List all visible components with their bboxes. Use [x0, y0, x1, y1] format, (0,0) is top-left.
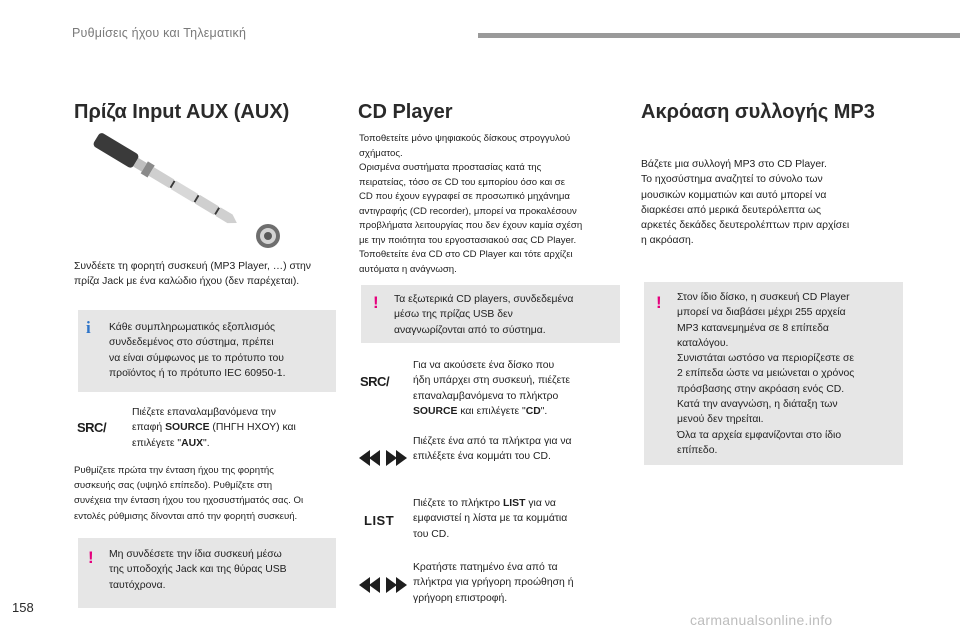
aux-info-line: να είναι σύμφωνος με το πρότυπο του — [109, 352, 284, 364]
aux-intro-line: Συνδέετε τη φορητή συσκευή (MP3 Player, …) στην — [74, 261, 311, 272]
mp3-title: Ακρόαση συλλογής MP3 — [641, 101, 875, 123]
aux-adjust-line: συνέχεια την ένταση ήχου του ηχοσυστήματός σας. Οι — [74, 495, 304, 507]
cd-intro-line: Τοποθετείτε μόνο ψηφιακούς δίσκους στρογγυλού — [359, 133, 571, 144]
list-button-icon: LIST — [364, 513, 395, 528]
mp3-warning-line: Στον ίδιο δίσκο, η συσκευή CD Player — [677, 292, 850, 303]
cd-intro-line: CD που έχουν εγγραφεί σε προσωπικό μηχάνημα — [359, 191, 570, 202]
cd-intro-line: αντιγραφής (CD recorder), μπορεί να προκαλέσουν — [359, 205, 577, 217]
mp3-warning-line: Όλα τα αρχεία εμφανίζονται στο ίδιο — [677, 429, 842, 441]
cd-intro-line: Τοποθετείτε ένα CD στο CD Player και τότε αρχίζει — [359, 249, 573, 260]
aux-src-text: επαφή — [132, 422, 166, 434]
section-header-title: Ρυθμίσεις ήχου και Τηλεματική — [72, 26, 247, 40]
mp3-warning-line: Κατά την αναγνώση, η διάταξη των — [677, 399, 838, 411]
aux-src-line: Πιέζετε επαναλαμβανόμενα την — [132, 407, 276, 418]
mp3-warning-line: πρόσβασης στην ακρόαση ενός CD. — [677, 383, 845, 395]
aux-info-line: προϊόντος ή το πρότυπο IEC 60950-1. — [109, 367, 286, 379]
src-button-icon: SRC/ — [77, 420, 107, 435]
cd-src-text: και επιλέγετε " — [457, 405, 526, 417]
page-number: 158 — [12, 600, 34, 615]
mp3-warning-line: 2 επίπεδα ώστε να μειώνεται ο χρόνος — [677, 368, 855, 380]
watermark: carmanualsonline.info — [690, 612, 833, 628]
cd-intro-line: προβλήματα λειτουργίας που δεν έχουν καμία σχέση — [359, 220, 583, 231]
info-icon: i — [86, 318, 91, 337]
cd-src-line: επαναλαμβανόμενα το πλήκτρο — [413, 390, 559, 402]
aux-warning-line: της υποδοχής Jack και της θύρας USB — [109, 564, 287, 576]
jack-plug-illustration — [72, 128, 288, 254]
cd-list-text: Πιέζετε το πλήκτρο — [413, 498, 503, 509]
mp3-warning-line: μπορεί να διαβάσει μέχρι 255 αρχεία — [677, 307, 846, 319]
aux-info-line: Κάθε συμπληρωματικός εξοπλισμός — [109, 322, 276, 333]
aux-src-source-key: SOURCE — [165, 422, 210, 434]
aux-info-line: συνδεδεμένος στο σύστημα, πρέπει — [109, 337, 274, 349]
warning-icon: ! — [373, 293, 379, 312]
cd-src-line: ήδη υπάρχει στη συσκευή, πιέζετε — [413, 375, 570, 387]
aux-src-text: (ΠΗΓΗ ΗΧΟΥ) και — [209, 422, 296, 434]
cd-warning-line: αναγνωρίζονται από το σύστημα. — [394, 324, 546, 336]
aux-src-aux-option: AUX — [181, 437, 204, 449]
cd-list-line: εμφανιστεί η λίστα με τα κομμάτια — [413, 513, 568, 525]
cd-intro-line: σχήματος. — [359, 147, 403, 159]
aux-warning-line: ταυτόχρονα. — [109, 579, 166, 591]
warning-icon: ! — [88, 548, 94, 567]
aux-intro-line: πρίζα Jack με ένα καλώδιο ήχου (δεν παρέχεται). — [74, 276, 300, 288]
cd-intro-line: αυτόματα η ανάγνωση. — [359, 263, 457, 275]
cd-src-text: ". — [540, 405, 548, 417]
aux-adjust-line: συσκευής σας (υψηλό επίπεδο). Ρυθμίζετε στη — [74, 480, 273, 492]
aux-adjust-line: εντολές ρύθμισης δίνονται από την φορητή συσκευή. — [74, 510, 298, 522]
mp3-intro-line: μουσικών κομματιών και αυτό μπορεί να — [641, 189, 827, 201]
mp3-intro-line: αρκετές δεκάδες δευτερολέπτων πριν αρχίσει — [641, 220, 850, 232]
cd-hold-line: πλήκτρα για γρήγορη προώθηση ή — [413, 577, 574, 589]
cd-src-source-key: SOURCE — [413, 405, 458, 417]
mp3-warning-line: MP3 κατανεμημένα σε 8 επίπεδα — [677, 322, 829, 334]
cd-title: CD Player — [358, 101, 453, 123]
mp3-intro-line: Βάζετε μια συλλογή MP3 στο CD Player. — [641, 159, 827, 170]
cd-intro-line: με την ποιότητα του εργοστασιακού σας CD Player. — [359, 234, 577, 246]
aux-src-text: ". — [203, 437, 210, 449]
mp3-warning-line: μενού δεν τηρείται. — [677, 414, 764, 426]
aux-title: Πρίζα Input AUX (AUX) — [74, 101, 290, 123]
mp3-warning-line: Συνιστάται ωστόσο να περιορίζεστε σε — [677, 353, 855, 365]
cd-intro-line: Ορισμένα συστήματα προστασίας κατά της — [359, 162, 542, 173]
cd-list-text: για να — [525, 498, 556, 509]
mp3-intro-line: η ακρόαση. — [641, 235, 694, 247]
cd-hold-line: Κρατήστε πατημένο ένα από τα — [413, 562, 558, 573]
header-bar — [478, 33, 960, 38]
cd-warning-line: Τα εξωτερικά CD players, συνδεδεμένα — [394, 294, 574, 305]
aux-adjust-line: Ρυθμίζετε πρώτα την ένταση ήχου της φορητής — [74, 465, 274, 476]
src-button-icon: SRC/ — [360, 374, 390, 389]
mp3-warning-line: επίπεδο. — [677, 444, 718, 456]
cd-src-cd-option: CD — [525, 405, 541, 417]
cd-warning-line: μέσω της πρίζας USB δεν — [394, 309, 513, 321]
cd-intro-line: πειρατείας, τόσο σε CD του εμπορίου όσο και σε — [359, 176, 566, 188]
cd-list-key: LIST — [502, 498, 526, 509]
cd-hold-line: γρήγορη επιστροφή. — [413, 592, 508, 604]
mp3-intro-line: Το ηχοσύστημα αναζητεί το σύνολο των — [641, 174, 823, 186]
cd-arrows-line: επιλέξετε ένα κομμάτι του CD. — [413, 451, 551, 463]
mp3-warning-line: καταλόγου. — [677, 337, 729, 349]
prev-next-track-icon — [359, 450, 407, 466]
cd-src-line: Για να ακούσετε ένα δίσκο που — [413, 360, 555, 371]
aux-src-text: επιλέγετε " — [132, 437, 182, 449]
cd-arrows-line: Πιέζετε ένα από τα πλήκτρα για να — [413, 436, 572, 447]
aux-warning-line: Μη συνδέσετε την ίδια συσκευή μέσω — [109, 549, 282, 560]
mp3-intro-line: διαρκέσει από μερικά δευτερόλεπτα ως — [641, 204, 822, 216]
fast-forward-rewind-icon — [359, 577, 407, 593]
warning-icon: ! — [656, 293, 662, 312]
cd-list-line: του CD. — [413, 528, 450, 540]
